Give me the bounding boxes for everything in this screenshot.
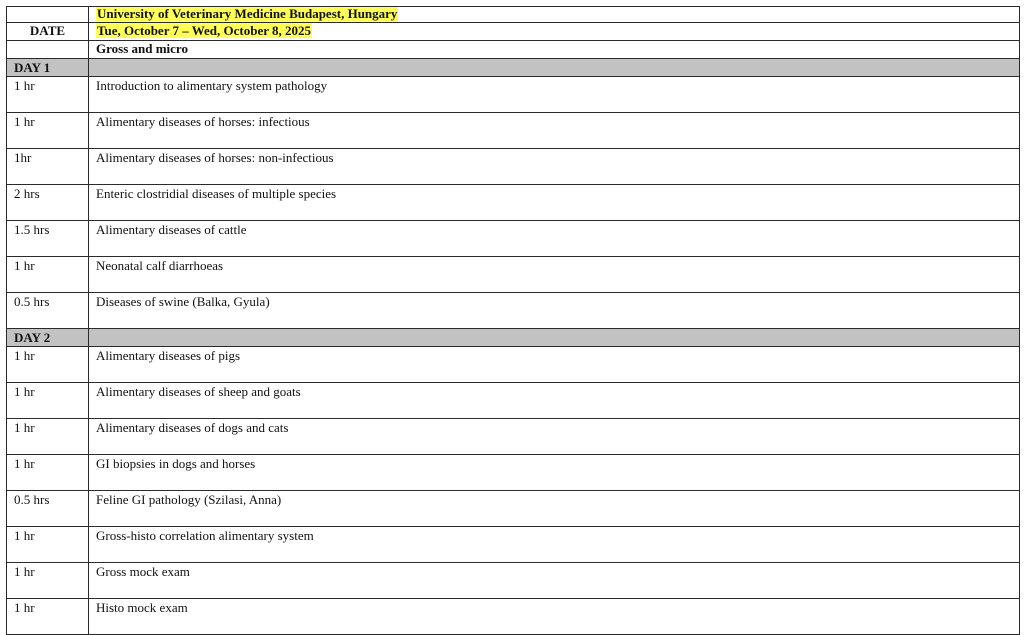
session-duration: 1 hr — [7, 419, 89, 455]
session-topic: Alimentary diseases of cattle — [89, 221, 1020, 257]
session-topic: Alimentary diseases of sheep and goats — [89, 383, 1020, 419]
day-header-fill — [89, 59, 1020, 77]
day-label: DAY 2 — [7, 329, 89, 347]
session-duration: 1 hr — [7, 527, 89, 563]
session-row — [7, 77, 1020, 113]
session-row — [7, 383, 1020, 419]
session-row — [7, 185, 1020, 221]
session-row — [7, 455, 1020, 491]
format-value: Gross and micro — [89, 41, 1020, 59]
format-row — [7, 41, 1020, 59]
session-row — [7, 257, 1020, 293]
session-row — [7, 527, 1020, 563]
session-topic: Enteric clostridial diseases of multiple species — [89, 185, 1020, 221]
session-row — [7, 563, 1020, 599]
session-duration: 1.5 hrs — [7, 221, 89, 257]
session-topic: Gross-histo correlation alimentary system — [89, 527, 1020, 563]
session-topic: Alimentary diseases of pigs — [89, 347, 1020, 383]
session-duration: 1 hr — [7, 563, 89, 599]
session-duration: 1 hr — [7, 383, 89, 419]
session-row — [7, 221, 1020, 257]
session-duration: 1 hr — [7, 257, 89, 293]
institution-row — [7, 7, 1020, 23]
session-duration: 1 hr — [7, 599, 89, 635]
session-topic: Alimentary diseases of dogs and cats — [89, 419, 1020, 455]
institution-cell — [89, 7, 1020, 23]
date-cell — [89, 23, 1020, 41]
session-topic: Introduction to alimentary system pathology — [89, 77, 1020, 113]
day-header-row — [7, 59, 1020, 77]
session-topic: GI biopsies in dogs and horses — [89, 455, 1020, 491]
session-topic: Alimentary diseases of horses: non-infectious — [89, 149, 1020, 185]
session-row — [7, 113, 1020, 149]
day-header-fill — [89, 329, 1020, 347]
institution-label-cell — [7, 7, 89, 23]
schedule-body — [7, 7, 1020, 635]
institution-name: University of Veterinary Medicine Budapest, Hungary — [97, 6, 398, 21]
session-topic: Diseases of swine (Balka, Gyula) — [89, 293, 1020, 329]
session-duration: 1 hr — [7, 77, 89, 113]
day-header-row — [7, 329, 1020, 347]
session-row — [7, 419, 1020, 455]
session-topic: Gross mock exam — [89, 563, 1020, 599]
session-topic: Alimentary diseases of horses: infectious — [89, 113, 1020, 149]
session-row — [7, 347, 1020, 383]
schedule-table — [6, 6, 1020, 635]
session-topic: Histo mock exam — [89, 599, 1020, 635]
session-duration: 1 hr — [7, 113, 89, 149]
session-duration: 0.5 hrs — [7, 293, 89, 329]
date-label: DATE — [7, 23, 89, 41]
session-duration: 0.5 hrs — [7, 491, 89, 527]
session-topic: Feline GI pathology (Szilasi, Anna) — [89, 491, 1020, 527]
session-duration: 1 hr — [7, 455, 89, 491]
session-duration: 1 hr — [7, 347, 89, 383]
date-value: Tue, October 7 – Wed, October 8, 2025 — [97, 23, 312, 38]
day-label: DAY 1 — [7, 59, 89, 77]
session-row — [7, 149, 1020, 185]
session-row — [7, 293, 1020, 329]
session-topic: Neonatal calf diarrhoeas — [89, 257, 1020, 293]
session-row — [7, 599, 1020, 635]
format-label-cell — [7, 41, 89, 59]
date-row — [7, 23, 1020, 41]
session-duration: 2 hrs — [7, 185, 89, 221]
session-duration: 1hr — [7, 149, 89, 185]
session-row — [7, 491, 1020, 527]
